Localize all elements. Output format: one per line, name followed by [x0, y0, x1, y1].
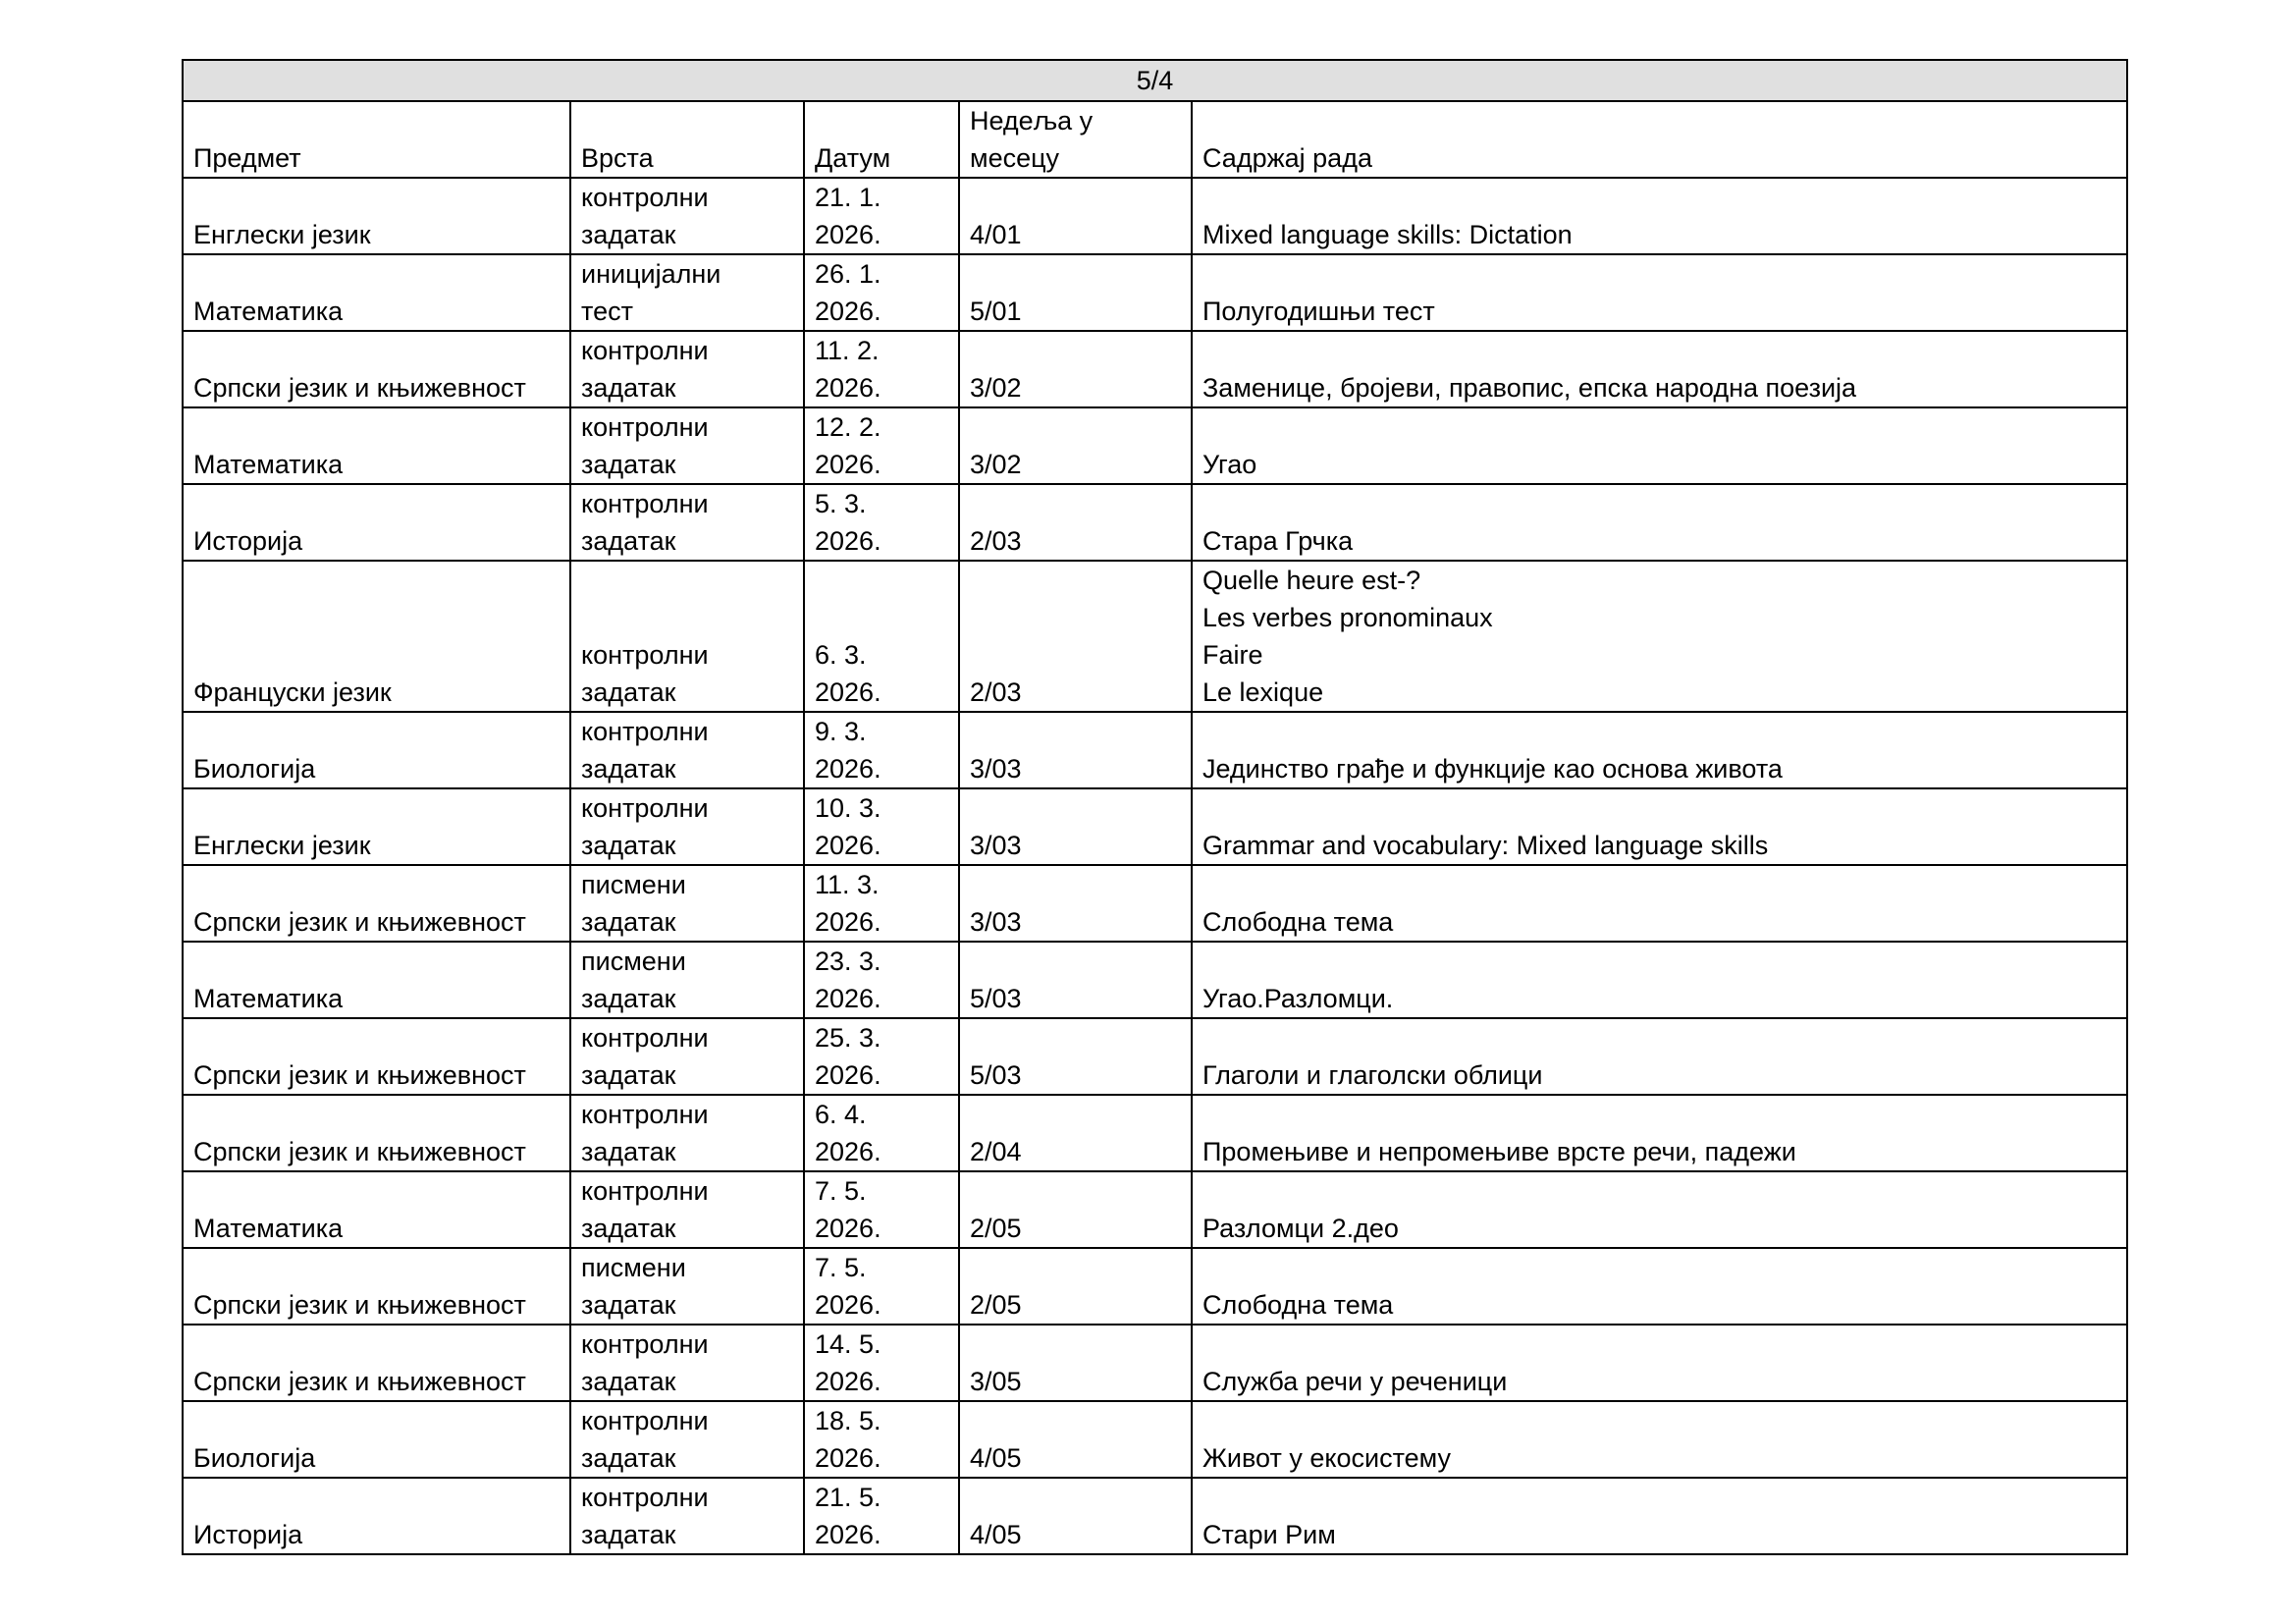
cell-week: 5/03 [959, 1018, 1192, 1095]
table-row [183, 1248, 2127, 1325]
cell-content [1192, 788, 2127, 865]
cell-date-line1: 9. 3. [815, 717, 867, 746]
cell-date [804, 1171, 959, 1248]
cell-type-line1: контролни [581, 1483, 709, 1512]
table-row [183, 254, 2127, 331]
cell-type [570, 865, 804, 942]
cell-type-line2: задатак [581, 984, 676, 1013]
cell-date-line1: 25. 3. [815, 1023, 881, 1053]
cell-type-line1: контролни [581, 793, 709, 823]
cell-content-line: Промењиве и непромењиве врсте речи, падежи [1202, 1137, 1796, 1166]
cell-week: 4/01 [959, 178, 1192, 254]
cell-subject: Српски језик и књижевност [183, 331, 570, 407]
cell-date-line1: 6. 4. [815, 1100, 867, 1129]
cell-content [1192, 178, 2127, 254]
cell-subject: Биологија [183, 1401, 570, 1478]
cell-type-line2: задатак [581, 1137, 676, 1166]
cell-type [570, 561, 804, 712]
cell-content-line: Угао [1202, 450, 1257, 479]
cell-date-line2: 2026. [815, 1137, 881, 1166]
cell-week: 2/03 [959, 484, 1192, 561]
cell-content-line: Заменице, бројеви, правопис, епска народна поезија [1202, 373, 1857, 403]
cell-type-line2: задатак [581, 677, 676, 707]
cell-date-line1: 14. 5. [815, 1329, 881, 1359]
cell-date [804, 561, 959, 712]
cell-content-line: Le lexique [1202, 677, 1324, 707]
cell-type-line1: контролни [581, 717, 709, 746]
cell-date-line1: 5. 3. [815, 489, 867, 518]
cell-week: 3/03 [959, 788, 1192, 865]
cell-date-line2: 2026. [815, 297, 881, 326]
cell-week: 4/05 [959, 1478, 1192, 1554]
cell-type-line2: задатак [581, 831, 676, 860]
cell-date-line2: 2026. [815, 907, 881, 937]
cell-type [570, 1248, 804, 1325]
cell-date [804, 788, 959, 865]
cell-subject: Математика [183, 1171, 570, 1248]
cell-content [1192, 1401, 2127, 1478]
cell-date [804, 1401, 959, 1478]
cell-content [1192, 712, 2127, 788]
cell-type [570, 1478, 804, 1554]
cell-date [804, 484, 959, 561]
cell-type [570, 331, 804, 407]
cell-subject: Математика [183, 254, 570, 331]
cell-content-line: Јединство грађе и функције као основа живота [1202, 754, 1783, 784]
cell-date-line2: 2026. [815, 373, 881, 403]
cell-type [570, 1171, 804, 1248]
cell-week: 3/03 [959, 712, 1192, 788]
cell-type-line2: задатак [581, 754, 676, 784]
cell-subject: Енглески језик [183, 178, 570, 254]
cell-content-line: Глаголи и глаголски облици [1202, 1060, 1543, 1090]
cell-type-line2: задатак [581, 1520, 676, 1549]
cell-content-line: Faire [1202, 640, 1263, 670]
cell-type-line1: контролни [581, 412, 709, 442]
schedule-table [182, 59, 2128, 1555]
cell-week: 5/03 [959, 942, 1192, 1018]
cell-date [804, 1325, 959, 1401]
cell-content-line: Стари Рим [1202, 1520, 1336, 1549]
cell-content [1192, 1325, 2127, 1401]
cell-content-line: Угао.Разломци. [1202, 984, 1394, 1013]
cell-content-line: Слободна тема [1202, 1290, 1394, 1320]
cell-type [570, 484, 804, 561]
cell-week: 4/05 [959, 1401, 1192, 1478]
cell-date-line1: 11. 2. [815, 336, 880, 365]
cell-date-line2: 2026. [815, 526, 881, 556]
cell-subject: Биологија [183, 712, 570, 788]
cell-type-line2: задатак [581, 1060, 676, 1090]
cell-date [804, 331, 959, 407]
cell-subject: Историја [183, 1478, 570, 1554]
cell-date [804, 254, 959, 331]
header-date: Датум [804, 101, 959, 178]
cell-week: 3/05 [959, 1325, 1192, 1401]
cell-date-line2: 2026. [815, 450, 881, 479]
cell-date-line2: 2026. [815, 1443, 881, 1473]
cell-type [570, 1325, 804, 1401]
cell-date [804, 1095, 959, 1171]
cell-date-line1: 26. 1. [815, 259, 881, 289]
cell-date-line1: 7. 5. [815, 1176, 867, 1206]
cell-date-line1: 21. 5. [815, 1483, 881, 1512]
header-row [183, 101, 2127, 178]
cell-week: 2/03 [959, 561, 1192, 712]
cell-date-line2: 2026. [815, 1290, 881, 1320]
cell-content-line: Grammar and vocabulary: Mixed language skills [1202, 831, 1769, 860]
cell-type-line2: задатак [581, 1367, 676, 1396]
cell-date-line1: 11. 3. [815, 870, 880, 899]
cell-type-line2: задатак [581, 1290, 676, 1320]
cell-week: 3/03 [959, 865, 1192, 942]
cell-date-line2: 2026. [815, 754, 881, 784]
cell-subject: Српски језик и књижевност [183, 1248, 570, 1325]
table-row [183, 712, 2127, 788]
cell-date-line2: 2026. [815, 1060, 881, 1090]
cell-type-line2: задатак [581, 907, 676, 937]
table-row [183, 561, 2127, 712]
cell-date-line2: 2026. [815, 1367, 881, 1396]
cell-subject: Математика [183, 942, 570, 1018]
header-type: Врста [570, 101, 804, 178]
header-week-line2: месецу [970, 143, 1060, 173]
cell-date-line1: 6. 3. [815, 640, 867, 670]
cell-content [1192, 561, 2127, 712]
cell-date [804, 712, 959, 788]
table-row [183, 1478, 2127, 1554]
table-row [183, 331, 2127, 407]
cell-subject: Српски језик и књижевност [183, 1095, 570, 1171]
cell-type-line1: писмени [581, 947, 686, 976]
cell-content-line: Quelle heure est-? [1202, 566, 1421, 595]
cell-content [1192, 1248, 2127, 1325]
cell-subject: Српски језик и књижевност [183, 1018, 570, 1095]
cell-date-line1: 21. 1. [815, 183, 881, 212]
cell-subject: Историја [183, 484, 570, 561]
cell-date-line2: 2026. [815, 677, 881, 707]
cell-content-line: Разломци 2.део [1202, 1214, 1399, 1243]
cell-subject: Српски језик и књижевност [183, 1325, 570, 1401]
cell-content-line: Служба речи у реченици [1202, 1367, 1508, 1396]
cell-content [1192, 1171, 2127, 1248]
table-row [183, 1095, 2127, 1171]
cell-content [1192, 1478, 2127, 1554]
header-week-line1: Недеља у [970, 106, 1094, 135]
cell-type [570, 788, 804, 865]
cell-subject: Енглески језик [183, 788, 570, 865]
cell-subject: Српски језик и књижевност [183, 865, 570, 942]
header-subject: Предмет [183, 101, 570, 178]
cell-type [570, 712, 804, 788]
cell-date [804, 942, 959, 1018]
cell-content [1192, 331, 2127, 407]
cell-type-line1: иницијални [581, 259, 721, 289]
cell-type-line1: контролни [581, 489, 709, 518]
cell-content [1192, 865, 2127, 942]
cell-type-line2: задатак [581, 526, 676, 556]
cell-date-line2: 2026. [815, 1520, 881, 1549]
cell-type [570, 178, 804, 254]
cell-content-line: Живот у екосистему [1202, 1443, 1452, 1473]
cell-content-line: Стара Грчка [1202, 526, 1354, 556]
cell-week: 3/02 [959, 331, 1192, 407]
cell-week: 3/02 [959, 407, 1192, 484]
cell-type-line2: задатак [581, 450, 676, 479]
table-row [183, 865, 2127, 942]
cell-type-line1: контролни [581, 183, 709, 212]
header-week [959, 101, 1192, 178]
table-row [183, 1018, 2127, 1095]
table-row [183, 788, 2127, 865]
cell-subject: Математика [183, 407, 570, 484]
cell-type-line2: задатак [581, 373, 676, 403]
cell-date-line1: 23. 3. [815, 947, 881, 976]
cell-type-line1: контролни [581, 640, 709, 670]
cell-date-line1: 7. 5. [815, 1253, 867, 1282]
cell-week: 2/05 [959, 1171, 1192, 1248]
cell-type [570, 1401, 804, 1478]
cell-type-line1: контролни [581, 1329, 709, 1359]
table-row [183, 407, 2127, 484]
cell-date [804, 1248, 959, 1325]
cell-date-line1: 10. 3. [815, 793, 881, 823]
cell-content [1192, 942, 2127, 1018]
cell-type-line1: контролни [581, 336, 709, 365]
cell-date-line1: 18. 5. [815, 1406, 881, 1435]
cell-week: 2/04 [959, 1095, 1192, 1171]
cell-date [804, 1478, 959, 1554]
cell-date-line2: 2026. [815, 220, 881, 249]
cell-type-line1: контролни [581, 1176, 709, 1206]
cell-type-line1: писмени [581, 1253, 686, 1282]
cell-date [804, 407, 959, 484]
header-content: Садржај рада [1192, 101, 2127, 178]
cell-type [570, 254, 804, 331]
cell-date [804, 178, 959, 254]
cell-type [570, 942, 804, 1018]
cell-content [1192, 407, 2127, 484]
cell-subject: Француски језик [183, 561, 570, 712]
cell-type-line2: задатак [581, 1214, 676, 1243]
table-title: 5/4 [183, 60, 2127, 101]
cell-date-line2: 2026. [815, 1214, 881, 1243]
cell-content [1192, 1095, 2127, 1171]
cell-date-line2: 2026. [815, 984, 881, 1013]
table-row [183, 1401, 2127, 1478]
schedule-sheet [182, 59, 2126, 1555]
table-row [183, 942, 2127, 1018]
cell-type-line1: контролни [581, 1100, 709, 1129]
table-row [183, 178, 2127, 254]
cell-date-line2: 2026. [815, 831, 881, 860]
table-row [183, 484, 2127, 561]
cell-type-line1: контролни [581, 1023, 709, 1053]
cell-type [570, 407, 804, 484]
cell-week: 5/01 [959, 254, 1192, 331]
cell-type-line1: писмени [581, 870, 686, 899]
cell-type-line1: контролни [581, 1406, 709, 1435]
title-row [183, 60, 2127, 101]
cell-content-line: Полугодишњи тест [1202, 297, 1435, 326]
cell-content [1192, 1018, 2127, 1095]
cell-type [570, 1095, 804, 1171]
cell-type [570, 1018, 804, 1095]
table-row [183, 1325, 2127, 1401]
cell-type-line2: тест [581, 297, 633, 326]
table-row [183, 1171, 2127, 1248]
cell-date-line1: 12. 2. [815, 412, 881, 442]
cell-week: 2/05 [959, 1248, 1192, 1325]
cell-content-line: Слободна тема [1202, 907, 1394, 937]
cell-date [804, 1018, 959, 1095]
cell-content [1192, 484, 2127, 561]
cell-type-line2: задатак [581, 1443, 676, 1473]
cell-type-line2: задатак [581, 220, 676, 249]
cell-content [1192, 254, 2127, 331]
cell-content-line: Mixed language skills: Dictation [1202, 220, 1573, 249]
cell-date [804, 865, 959, 942]
cell-content-line: Les verbes pronominaux [1202, 603, 1493, 632]
